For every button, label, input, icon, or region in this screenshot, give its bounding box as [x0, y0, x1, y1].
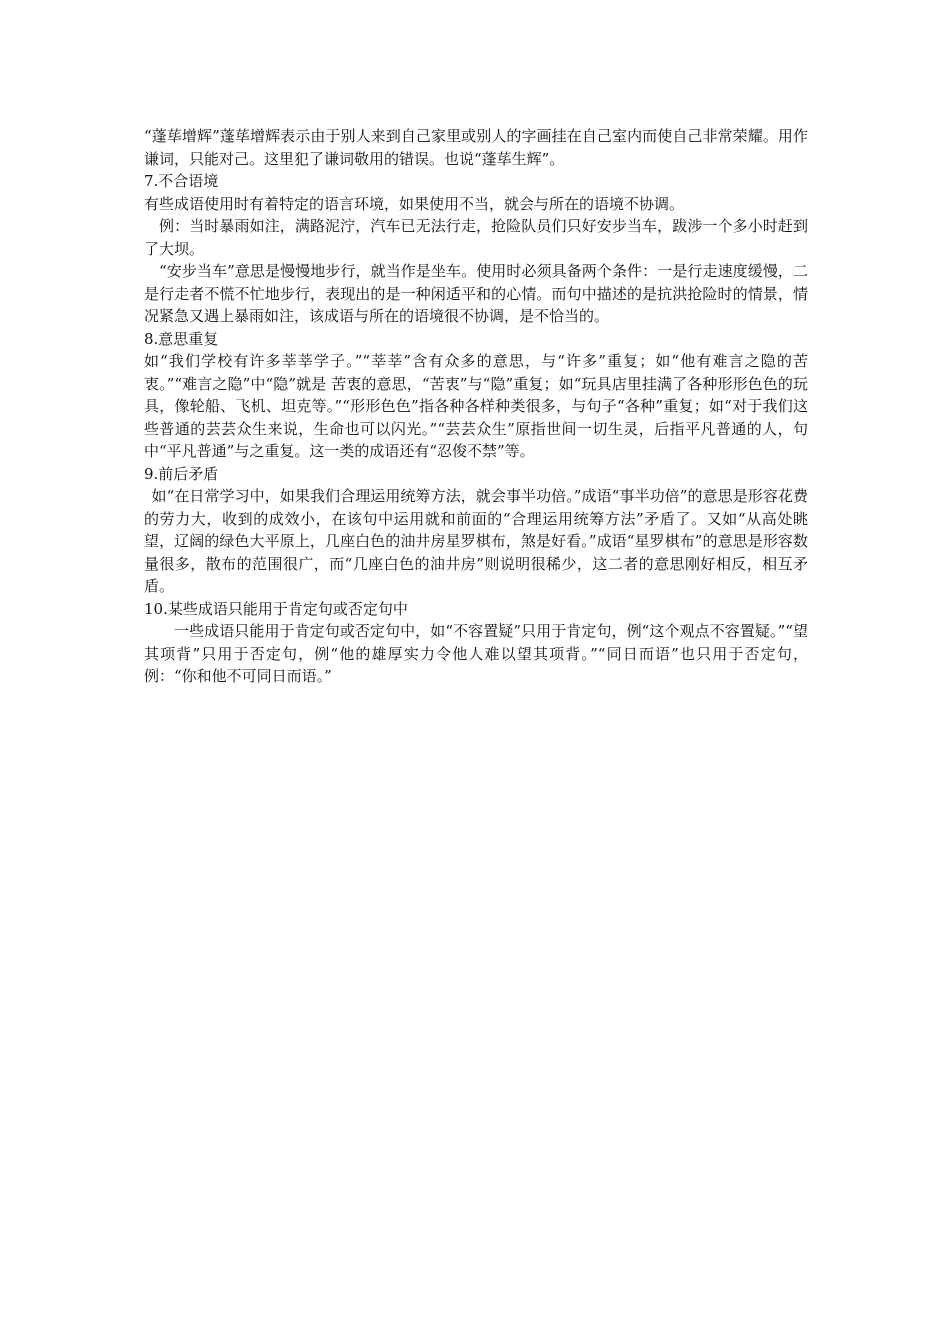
heading-contradiction: 9.前后矛盾	[144, 464, 219, 483]
paragraph-context-example: 例：当时暴雨如注，满路泥泞，汽车已无法行走，抢险队员们只好安步当车，跋涉一个多小时赶到了大坝。	[144, 217, 808, 258]
document-page	[144, 125, 808, 688]
paragraph-contradiction: 如“在日常学习中，如果我们合理运用统筹方法，就会事半功倍。”成语“事半功倍”的意思是形容花费的劳力大，收到的成效小，在该句中运用就和前面的“合理运用统筹方法”矛盾了。又如“从高处眺望，辽阔的绿色大平原上，几座白色的油井房星罗棋布，煞是好看。”成语“星罗棋布”的意思是形容数量很多，散布的范围很广，而“几座白色的油井房”则说明很稀少，这二者的意思刚好相反，相互矛盾。	[144, 487, 808, 595]
paragraph-honorific-error: “蓬荜增辉”蓬荜增辉表示由于别人来到自己家里或别人的字画挂在自己室内而使自己非常荣耀。用作谦词，只能对己。这里犯了谦词敬用的错误。也说“蓬荜生辉”。	[144, 127, 808, 168]
heading-affirmative-negative: 10.某些成语只能用于肯定句或否定句中	[144, 599, 408, 618]
heading-redundancy: 8.意思重复	[144, 329, 219, 348]
paragraph-affirmative-negative: 一些成语只能用于肯定句或否定句中，如“不容置疑”只用于肯定句，例“这个观点不容置疑。”“望其项背”只用于否定句，例“他的雄厚实力令他人难以望其项背。”“同日而语”也只用于否定句，例：“你和他不可同日而语。”	[144, 622, 808, 685]
paragraph-context-explanation: “安步当车”意思是慢慢地步行，就当作是坐车。使用时必须具备两个条件：一是行走速度缓慢，二是行走者不慌不忙地步行，表现出的是一种闲适平和的心情。而句中描述的是抗洪抢险时的情景，情况紧急又遇上暴雨如注，该成语与所在的语境很不协调，是不恰当的。	[144, 262, 808, 325]
heading-context-mismatch: 7.不合语境	[144, 172, 219, 190]
paragraph-context-intro: 有些成语使用时有着特定的语言环境，如果使用不当，就会与所在的语境不协调。	[144, 194, 685, 213]
paragraph-redundancy: 如“我们学校有许多莘莘学子。”“莘莘”含有众多的意思，与“许多”重复；如“他有难言之隐的苦衷。”“难言之隐”中“隐”就是 苦衷的意思，“苦衷”与“隐”重复；如“玩具店里挂满了各种形形色色的玩具，像轮船、飞机、坦克等。”“形形色色”指各种各样种类很多，与句子“各种”重复；如“对于我们这些普通的芸芸众生来说，生命也可以闪光。”“芸芸众生”原指世间一切生灵，后指平凡普通的人，句中“平凡普通”与之重复。这一类的成语还有“忍俊不禁”等。	[144, 352, 808, 460]
